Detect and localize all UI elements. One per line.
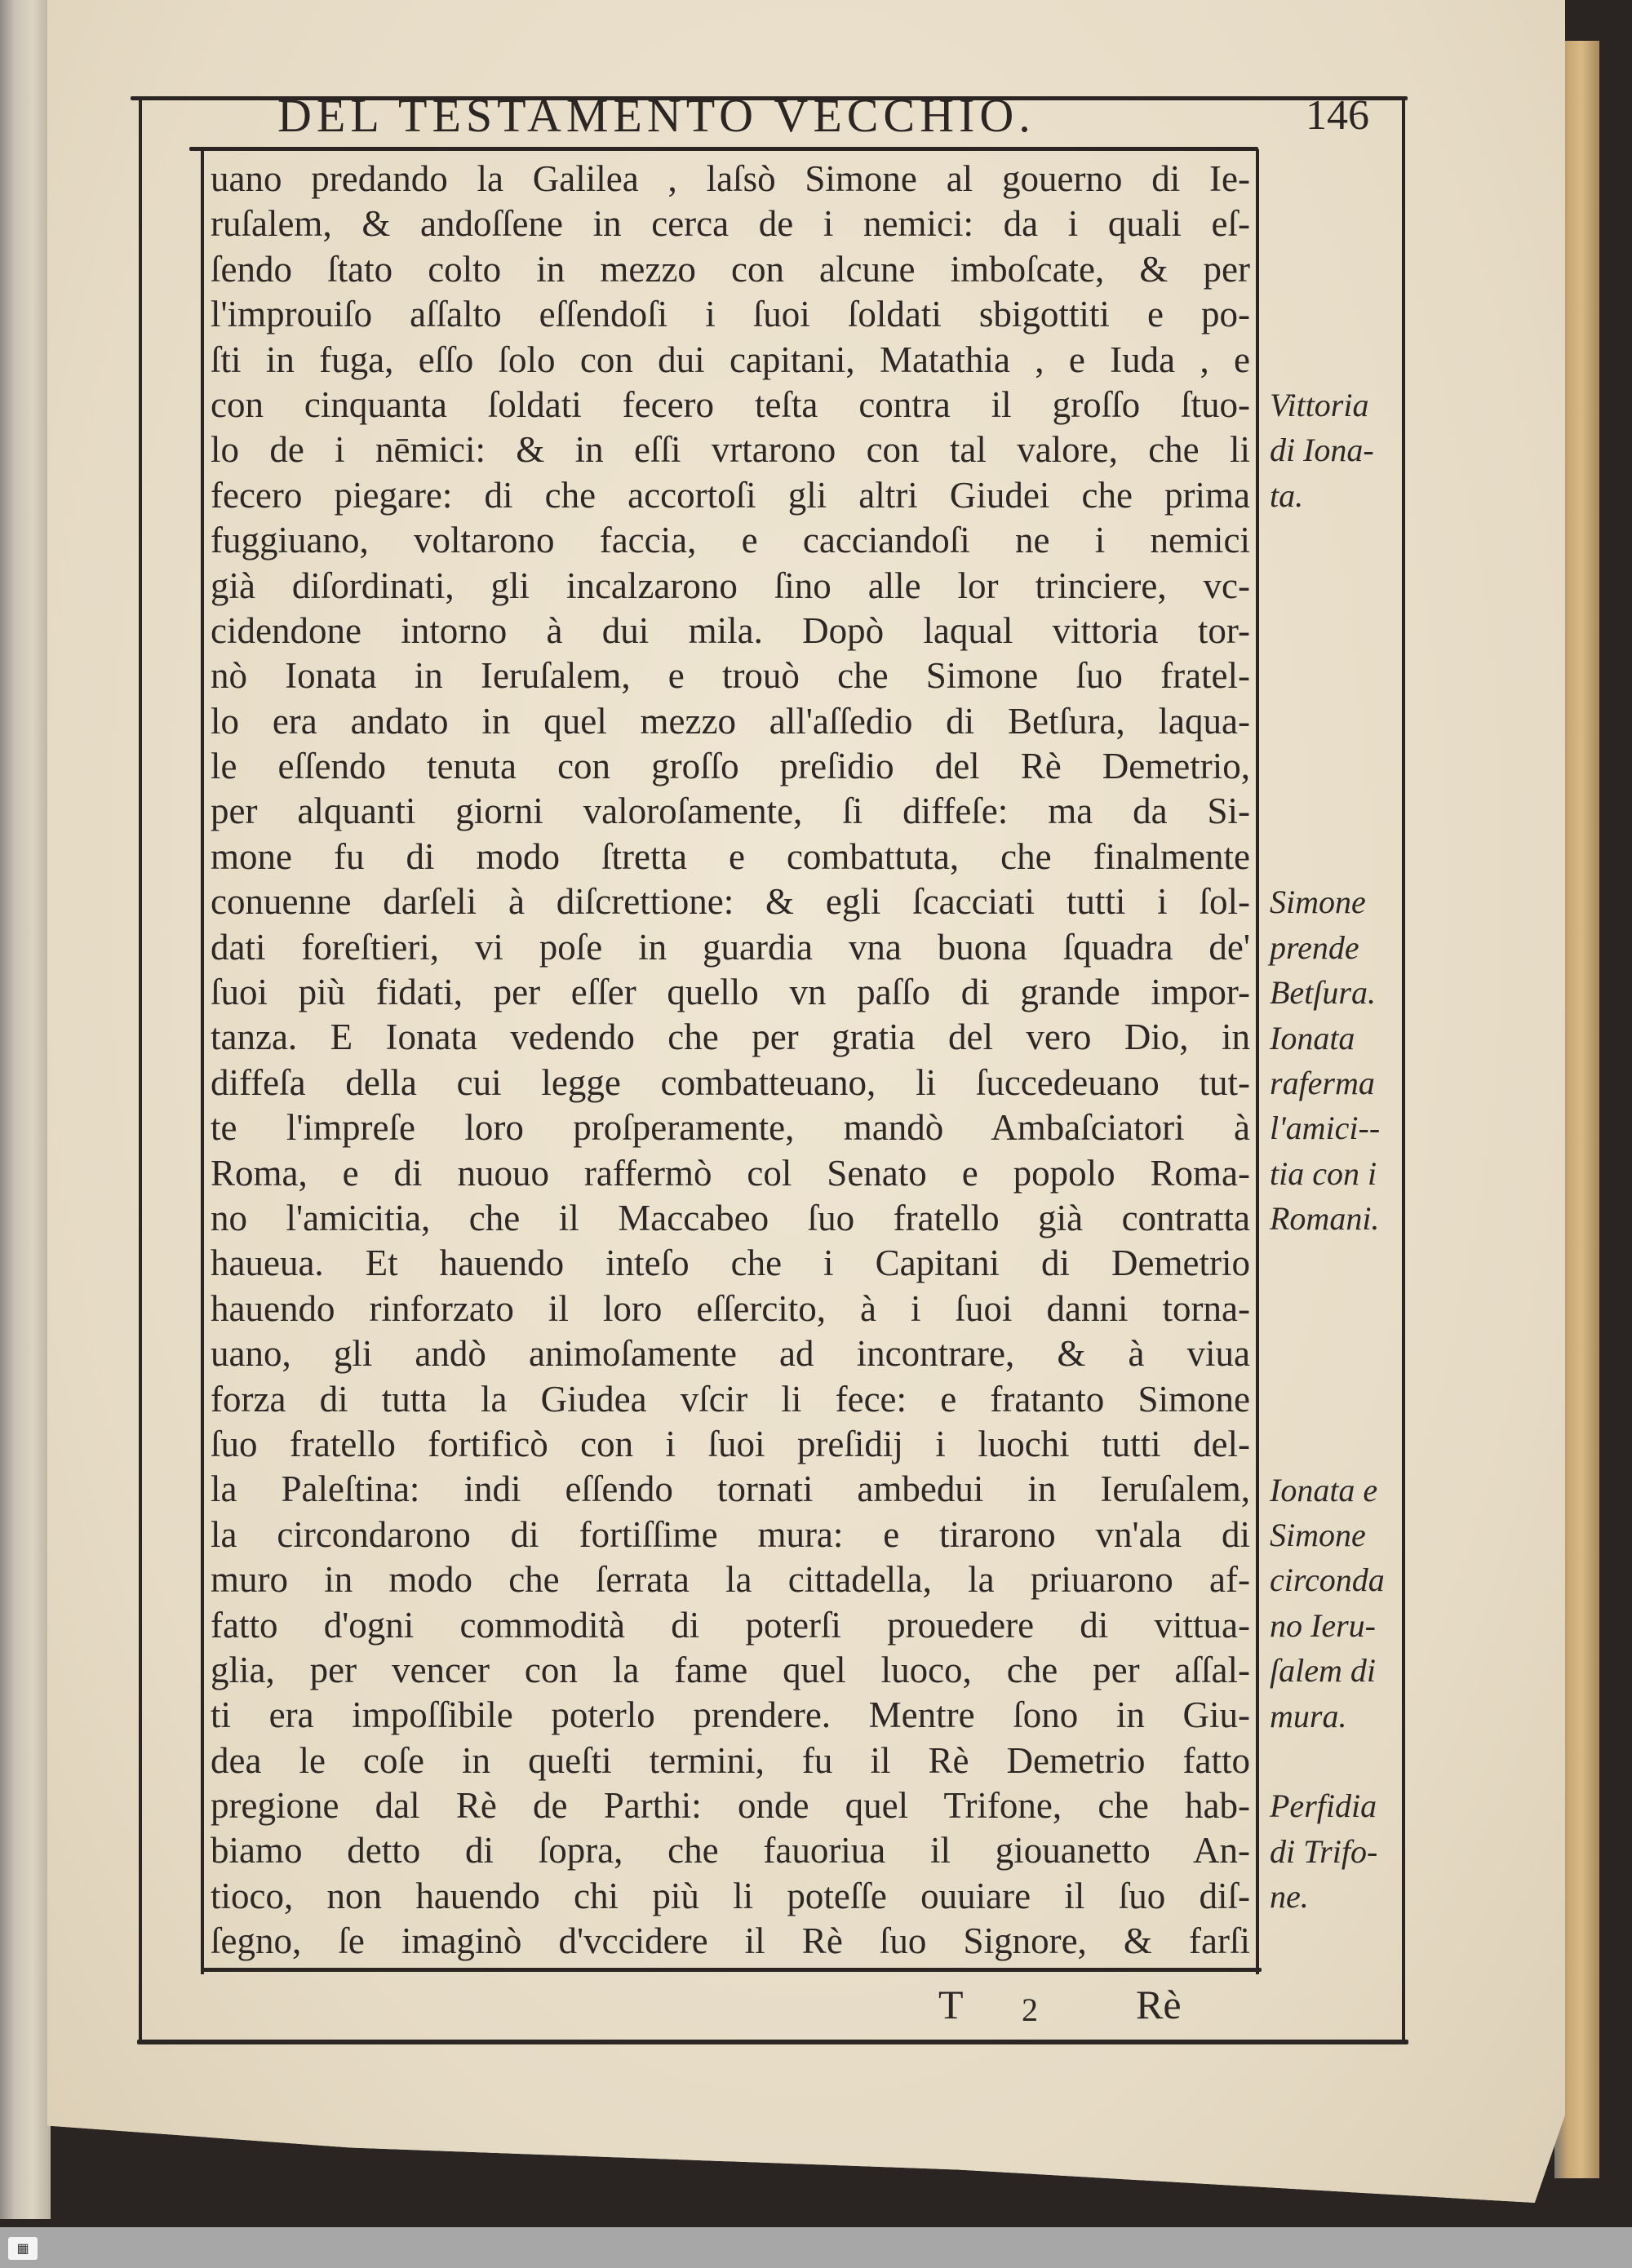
text-line: ſuo fratello fortificò con i ſuoi preſidij i luochi tutti del- [211,1423,1250,1464]
text-line: ſegno, ſe imaginò d'vccidere il Rè ſuo Signore, & farſi [211,1920,1250,1962]
note-line: ta. [1270,477,1304,514]
text-line: conuenne darſeli à diſcrettione: & egli ſcacciati tutti i ſol- [211,881,1250,923]
note-line: di Trifo- [1270,1833,1378,1870]
outer-frame-right [1402,98,1405,2044]
text-line: cidendone intorno à dui mila. Dopò laqual vittoria tor- [211,609,1250,651]
signature-mark: T [938,1982,964,2027]
text-line: te l'impreſe loro proſperamente, mandò Ambaſciatori à [211,1107,1250,1149]
note-line: Simone [1270,1517,1366,1553]
text-top-rule [189,147,1258,151]
text-line: la circondarono di fortiſſime mura: e tirarono vn'ala di [211,1513,1250,1555]
previous-page-edge [0,0,51,2219]
text-line: le eſſendo tenuta con groſſo preſidio del Rè Demetrio, [211,746,1250,787]
text-line: glia, per vencer con la fame quel luoco, che per aſſal- [211,1649,1250,1690]
note-line: Vittoria [1270,387,1369,423]
text-line: ſuoi più fidati, per eſſer quello vn paſſo di grande impor- [211,972,1250,1013]
text-line: haueua. Et hauendo inteſo che i Capitani di Demetrio [211,1243,1250,1284]
note-line: Simone [1270,884,1366,920]
text-line: ſendo ſtato colto in mezzo con alcune imboſcate, & per [211,248,1250,290]
text-line: ti era impoſſibile poterlo prendere. Mentre ſono in Giu- [211,1694,1250,1736]
text-line: mone fu di modo ſtretta e combattuta, che finalmente [211,835,1250,877]
note-line: tia con i [1270,1155,1377,1192]
note-line: prende [1270,929,1359,966]
note-line: ne. [1270,1878,1309,1915]
text-line: con cinquanta ſoldati fecero teſta contra il groſſo ſtuo- [211,383,1250,425]
text-frame-right [1256,149,1259,1974]
viewer-bottom-bar [0,2227,1632,2268]
text-line: dati foreſtieri, vi poſe in guardia vna buona ſquadra de' [211,926,1250,968]
text-line: ruſalem, & andoſſene in cerca de i nemici: da i quali eſ- [211,203,1250,245]
bottom-outer-rule [137,2040,1408,2044]
text-line: Roma, e di nuouo raffermò col Senato e popolo Roma- [211,1152,1250,1194]
text-line: per alquanti giorni valoroſamente, ſi diffeſe: ma da Si- [211,791,1250,832]
note-line: mura. [1270,1698,1347,1734]
note-line: circonda [1270,1561,1385,1598]
text-line: hauendo rinforzato il loro eſſercito, à i ſuoi danni torna- [211,1287,1250,1329]
text-line: lo era andato in quel mezzo all'aſſedio di Betſura, laqua- [211,700,1250,742]
text-line: pregione dal Rè de Parthi: onde quel Trifone, che hab- [211,1785,1250,1827]
text-line: uano predando la Galilea , laſsò Simone al gouerno di Ie- [211,158,1250,199]
text-line: uano, gli andò animoſamente ad incontrare, & à viua [211,1333,1250,1375]
text-line: forza di tutta la Giudea vſcir li fece: e fratanto Simone [211,1378,1250,1420]
text-line: biamo detto di ſopra, che fauoriua il giouanetto An- [211,1830,1250,1872]
library-logo-icon: ▦ [8,2237,38,2260]
note-line: l'amici-- [1270,1110,1381,1146]
note-line: Perfidia [1270,1787,1377,1824]
note-line: di Iona- [1270,432,1374,468]
page-number: 146 [1306,92,1369,139]
outer-frame-left [139,98,142,2044]
text-line: tanza. E Ionata vedendo che per gratia del vero Dio, in [211,1017,1250,1058]
text-line: no l'amicitia, che il Maccabeo ſuo fratello già contratta [211,1197,1250,1238]
text-line: muro in modo che ſerrata la cittadella, la priuarono af- [211,1559,1250,1601]
text-line: diffeſa della cui legge combatteuano, li ſuccedeuano tut- [211,1061,1250,1103]
text-line: la Paleſtina: indi eſſendo tornati ambedui in Ieruſalem, [211,1468,1250,1510]
text-line: fecero piegare: di che accortoſi gli altri Giudei che prima [211,474,1250,516]
text-line: tioco, non hauendo chi più li poteſſe ouuiare il ſuo diſ- [211,1875,1250,1916]
text-line: lo de i nēmici: & in eſſi vrtarono con tal valore, che li [211,429,1250,471]
text-line: nò Ionata in Ieruſalem, e trouò che Simone ſuo fratel- [211,655,1250,697]
note-line: ſalem di [1270,1652,1376,1689]
text-line: ſti in fuga, eſſo ſolo con dui capitani, Matathia , e Iuda , e [211,339,1250,380]
note-line: Romani. [1270,1200,1380,1237]
body-text [211,157,1250,1965]
text-line: già diſordinati, gli incalzarono ſino alle lor trinciere, vc- [211,565,1250,606]
text-line: fatto d'ogni commodità di poterſi prouedere di vittua- [211,1604,1250,1646]
text-frame-left [201,149,204,1974]
text-bottom-rule [201,1968,1262,1972]
signature-number: 2 [1022,1991,1038,2028]
catchword: Rè [1136,1982,1182,2027]
running-title: DEL TESTAMENTO VECCHIO. [277,89,1036,142]
note-line: no Ieru- [1270,1607,1376,1644]
note-line: raferma [1270,1065,1375,1101]
note-line: Ionata [1270,1020,1355,1056]
note-line: Ionata e [1270,1472,1378,1508]
text-line: fuggiuano, voltarono faccia, e cacciandoſi ne i nemici [211,520,1250,561]
text-line: l'improuiſo aſſalto eſſendoſi i ſuoi ſoldati sbigottiti e po- [211,294,1250,335]
note-line: Betſura. [1270,974,1376,1011]
text-line: dea le coſe in queſti termini, fu il Rè Demetrio fatto [211,1739,1250,1781]
